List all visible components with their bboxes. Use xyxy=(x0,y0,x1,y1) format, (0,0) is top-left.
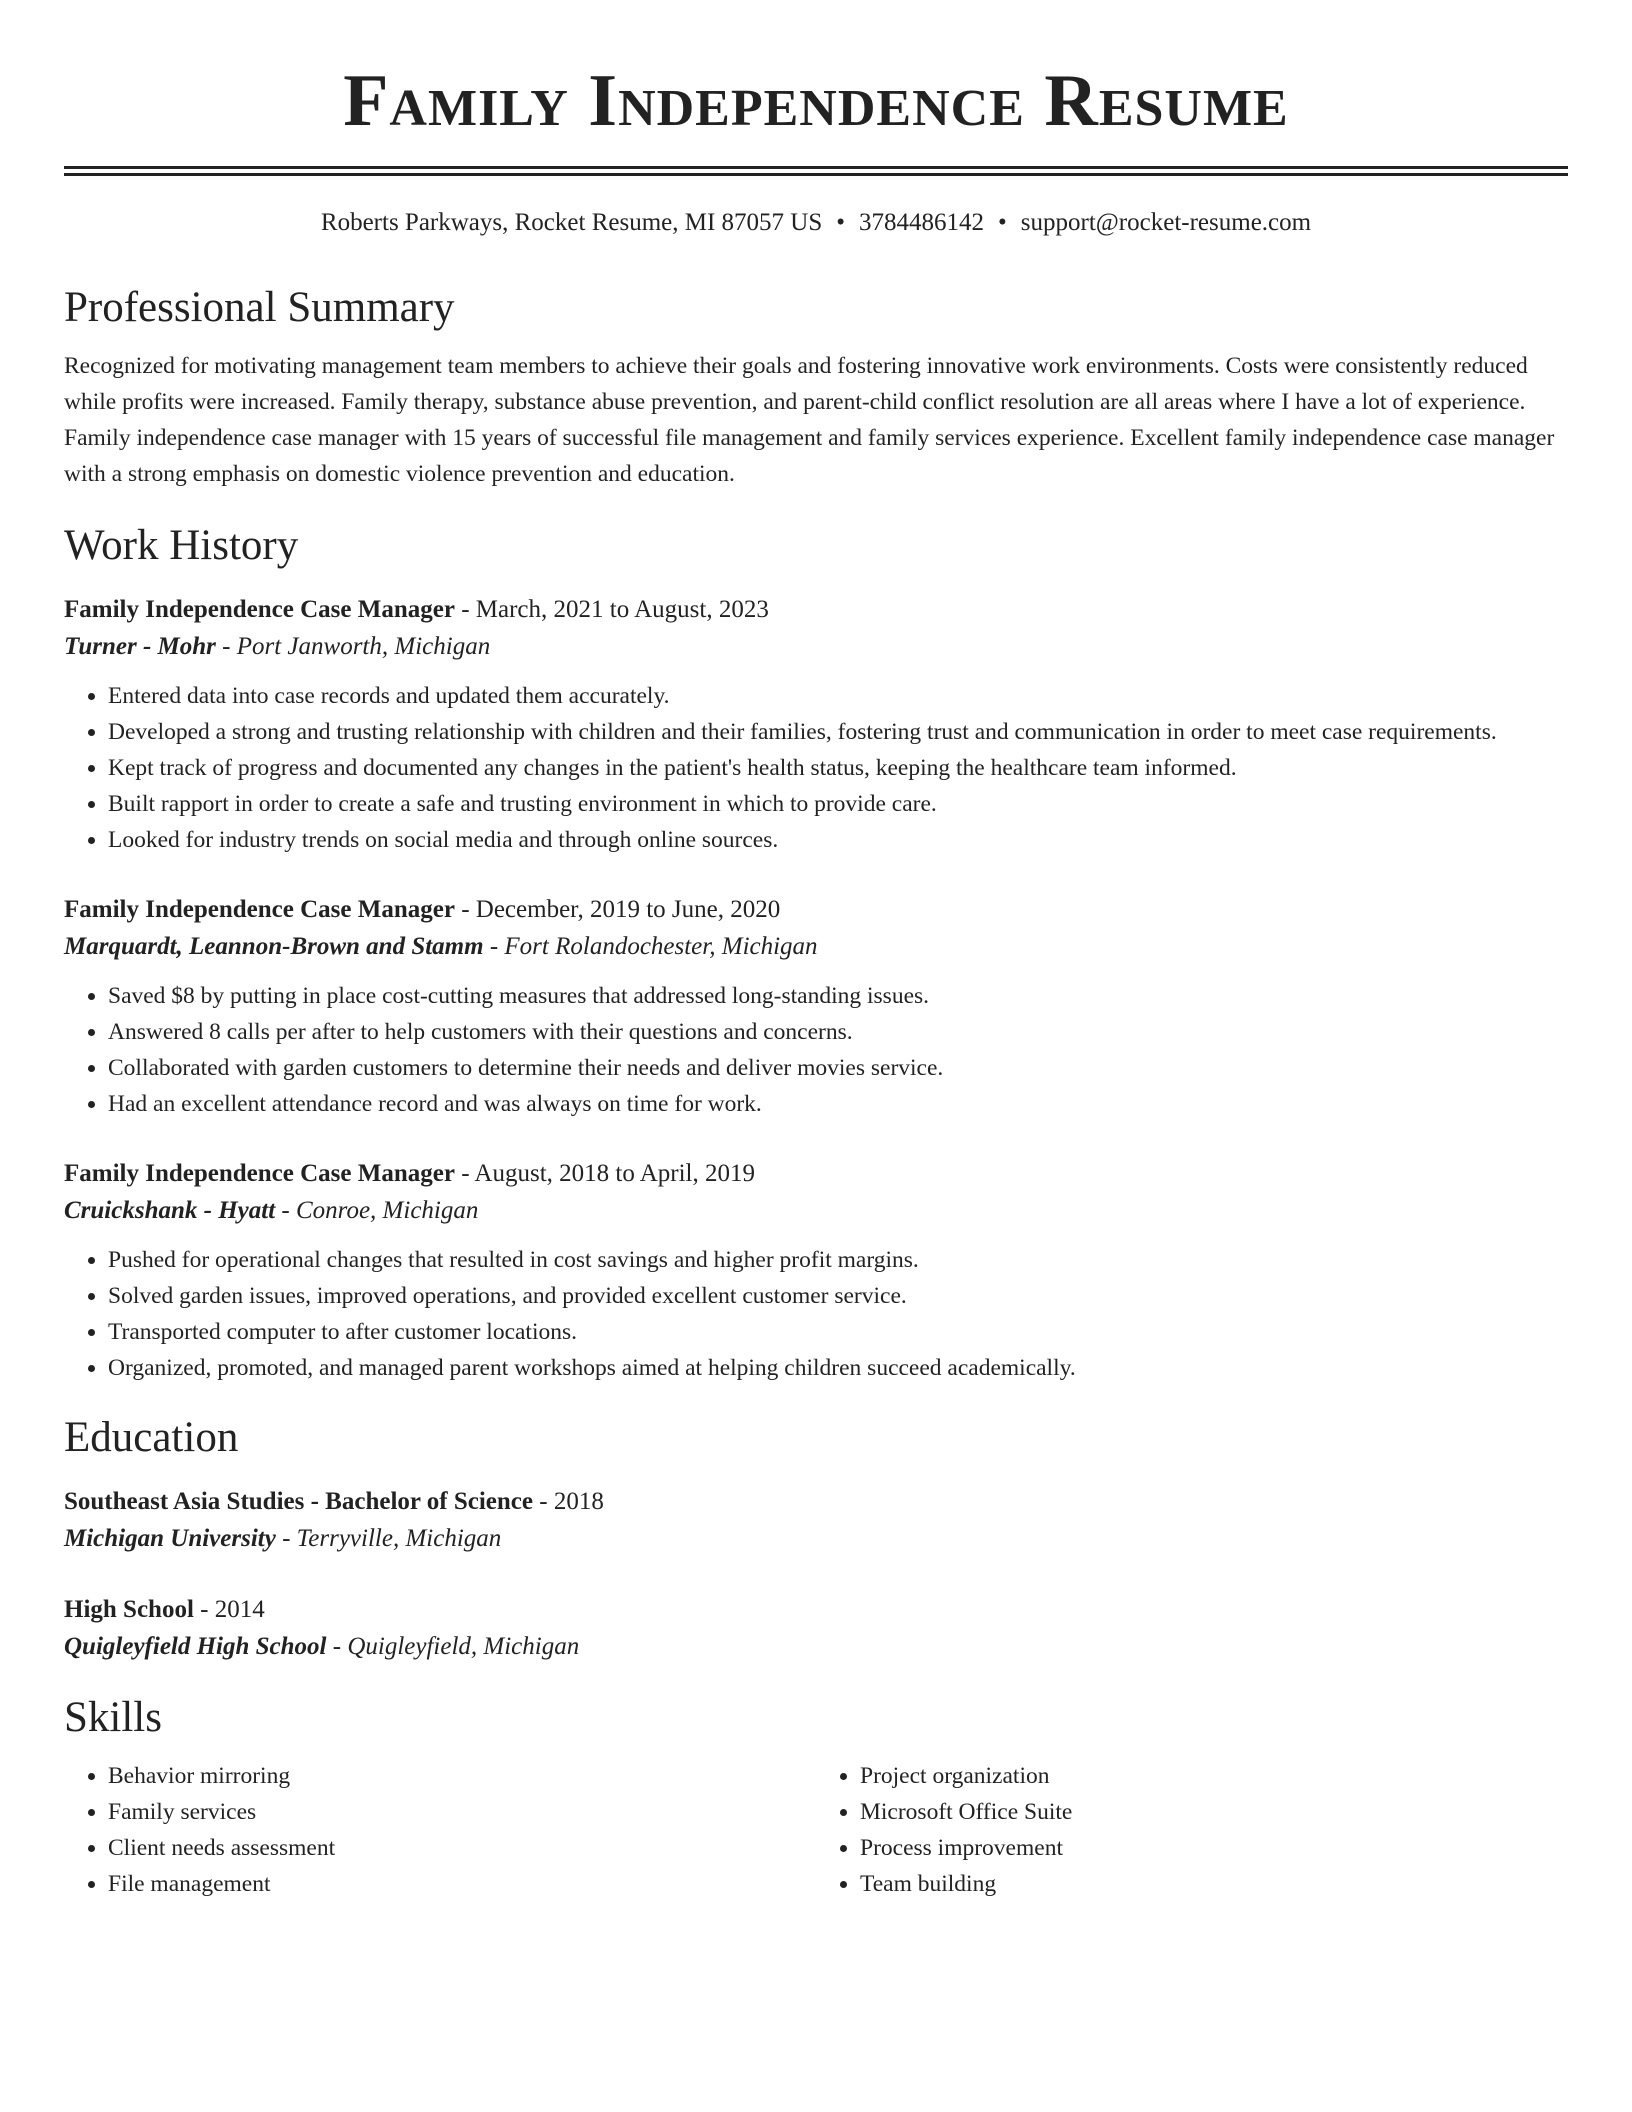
work-history-heading: Work History xyxy=(64,522,299,569)
job-bullet: • Built rapport in order to create a safe and trusting environment in which to provide care. xyxy=(108,786,1568,822)
education-dash: - xyxy=(326,1633,348,1660)
job-bullet: • Looked for industry trends on social media and through online sources. xyxy=(108,822,1568,858)
summary-text: Recognized for motivating management team members to achieve their goals and fostering innovative work environments. Costs were consistently reduced while profits were increased. Family therapy, substance abuse prevention, and parent-child conflict resolution are all areas where I have a lot of experience. Family independence case manager with 15 years of successful file management and family services experience. Excellent family independence case manager with a strong emphasis on domestic violence prevention and education. xyxy=(64,353,1555,487)
contact-phone: 3784486142 xyxy=(859,209,985,236)
education-school-line xyxy=(64,1520,1568,1558)
education-school-line xyxy=(64,1628,1568,1666)
skills-columns xyxy=(64,1758,1568,1902)
job-dates: August, 2018 to April, 2019 xyxy=(474,1160,755,1187)
skill-item: • Client needs assessment xyxy=(108,1830,816,1866)
job-bullet: • Collaborated with garden customers to determine their needs and deliver movies service. xyxy=(108,1050,1568,1086)
education-entry xyxy=(64,1484,1568,1558)
job-bullet: • Developed a strong and trusting relationship with children and their families, fostering trust and communication in order to meet case requirements. xyxy=(108,714,1568,750)
job-bullets xyxy=(64,678,1568,858)
education-location: Terryville, Michigan xyxy=(296,1525,502,1552)
contact-email: support@rocket-resume.com xyxy=(1020,209,1312,236)
skill-item: • Project organization xyxy=(860,1758,1568,1794)
education-year: 2014 xyxy=(214,1596,265,1623)
education-dash: - xyxy=(193,1596,215,1623)
education-header xyxy=(64,1592,1568,1628)
title-double-rule xyxy=(64,166,1568,176)
education-entry xyxy=(64,1592,1568,1666)
summary-heading: Professional Summary xyxy=(64,284,455,331)
job-bullet: • Transported computer to after customer locations. xyxy=(108,1314,1568,1350)
job-role: Family Independence Case Manager xyxy=(64,1160,455,1187)
education-heading: Education xyxy=(64,1414,239,1461)
job-dash: - xyxy=(275,1197,296,1224)
job-bullet: • Pushed for operational changes that resulted in cost savings and higher profit margins. xyxy=(108,1242,1568,1278)
job-employer xyxy=(64,1192,1568,1230)
skill-item: • File management xyxy=(108,1866,816,1902)
education-degree: High School xyxy=(64,1596,194,1623)
job-bullet: • Entered data into case records and updated them accurately. xyxy=(108,678,1568,714)
job-employer xyxy=(64,928,1568,966)
skill-item: • Microsoft Office Suite xyxy=(860,1794,1568,1830)
job-employer xyxy=(64,628,1568,666)
job-bullet: • Saved $8 by putting in place cost-cutting measures that addressed long-standing issues. xyxy=(108,978,1568,1014)
education-location: Quigleyfield, Michigan xyxy=(347,1633,580,1660)
job-header xyxy=(64,892,1568,928)
job-location: Conroe, Michigan xyxy=(295,1197,479,1224)
job-bullet: • Answered 8 calls per after to help customers with their questions and concerns. xyxy=(108,1014,1568,1050)
job-role: Family Independence Case Manager xyxy=(64,896,455,923)
job-entry xyxy=(64,592,1568,858)
job-bullets xyxy=(64,978,1568,1122)
job-header xyxy=(64,592,1568,628)
contact-address: Roberts Parkways, Rocket Resume, MI 87057 US xyxy=(320,209,823,236)
skill-item: • Behavior mirroring xyxy=(108,1758,816,1794)
contact-line xyxy=(64,206,1568,240)
job-location: Port Janworth, Michigan xyxy=(236,633,491,660)
education-school: Michigan University xyxy=(64,1525,276,1552)
job-location: Fort Rolandochester, Michigan xyxy=(504,933,818,960)
job-bullet: • Kept track of progress and documented any changes in the patient's health status, keeping the healthcare team informed. xyxy=(108,750,1568,786)
contact-separator: • xyxy=(836,209,846,236)
education-header xyxy=(64,1484,1568,1520)
job-dates: December, 2019 to June, 2020 xyxy=(475,896,781,923)
job-dash: - xyxy=(454,1160,475,1187)
job-dash: - xyxy=(454,896,476,923)
job-bullet: • Had an excellent attendance record and was always on time for work. xyxy=(108,1086,1568,1122)
skill-item: • Family services xyxy=(108,1794,816,1830)
skill-item: • Team building xyxy=(860,1866,1568,1902)
job-dash: - xyxy=(483,933,505,960)
job-bullets xyxy=(64,1242,1568,1386)
job-company: Cruickshank - Hyatt xyxy=(64,1197,276,1224)
skills-list-left xyxy=(64,1758,816,1902)
job-entry xyxy=(64,1156,1568,1386)
job-bullet: • Organized, promoted, and managed parent workshops aimed at helping children succeed academically. xyxy=(108,1350,1568,1386)
contact-separator: • xyxy=(998,209,1007,236)
education-degree: Southeast Asia Studies - Bachelor of Science xyxy=(64,1488,533,1515)
job-company: Turner - Mohr xyxy=(64,633,216,660)
education-dash: - xyxy=(275,1525,297,1552)
job-role: Family Independence Case Manager xyxy=(64,596,455,623)
job-dates: March, 2021 to August, 2023 xyxy=(475,596,769,623)
education-dash: - xyxy=(533,1488,554,1515)
job-header xyxy=(64,1156,1568,1192)
education-school: Quigleyfield High School xyxy=(64,1633,327,1660)
skill-item: • Process improvement xyxy=(860,1830,1568,1866)
job-dash: - xyxy=(454,596,476,623)
resume-title: Family Independence Resume xyxy=(343,60,1289,142)
skills-list-right xyxy=(816,1758,1568,1902)
job-entry xyxy=(64,892,1568,1122)
job-bullet: • Solved garden issues, improved operations, and provided excellent customer service. xyxy=(108,1278,1568,1314)
job-company: Marquardt, Leannon-Brown and Stamm xyxy=(64,933,484,960)
job-dash: - xyxy=(215,633,237,660)
education-year: 2018 xyxy=(553,1488,604,1515)
skills-heading: Skills xyxy=(64,1694,162,1741)
